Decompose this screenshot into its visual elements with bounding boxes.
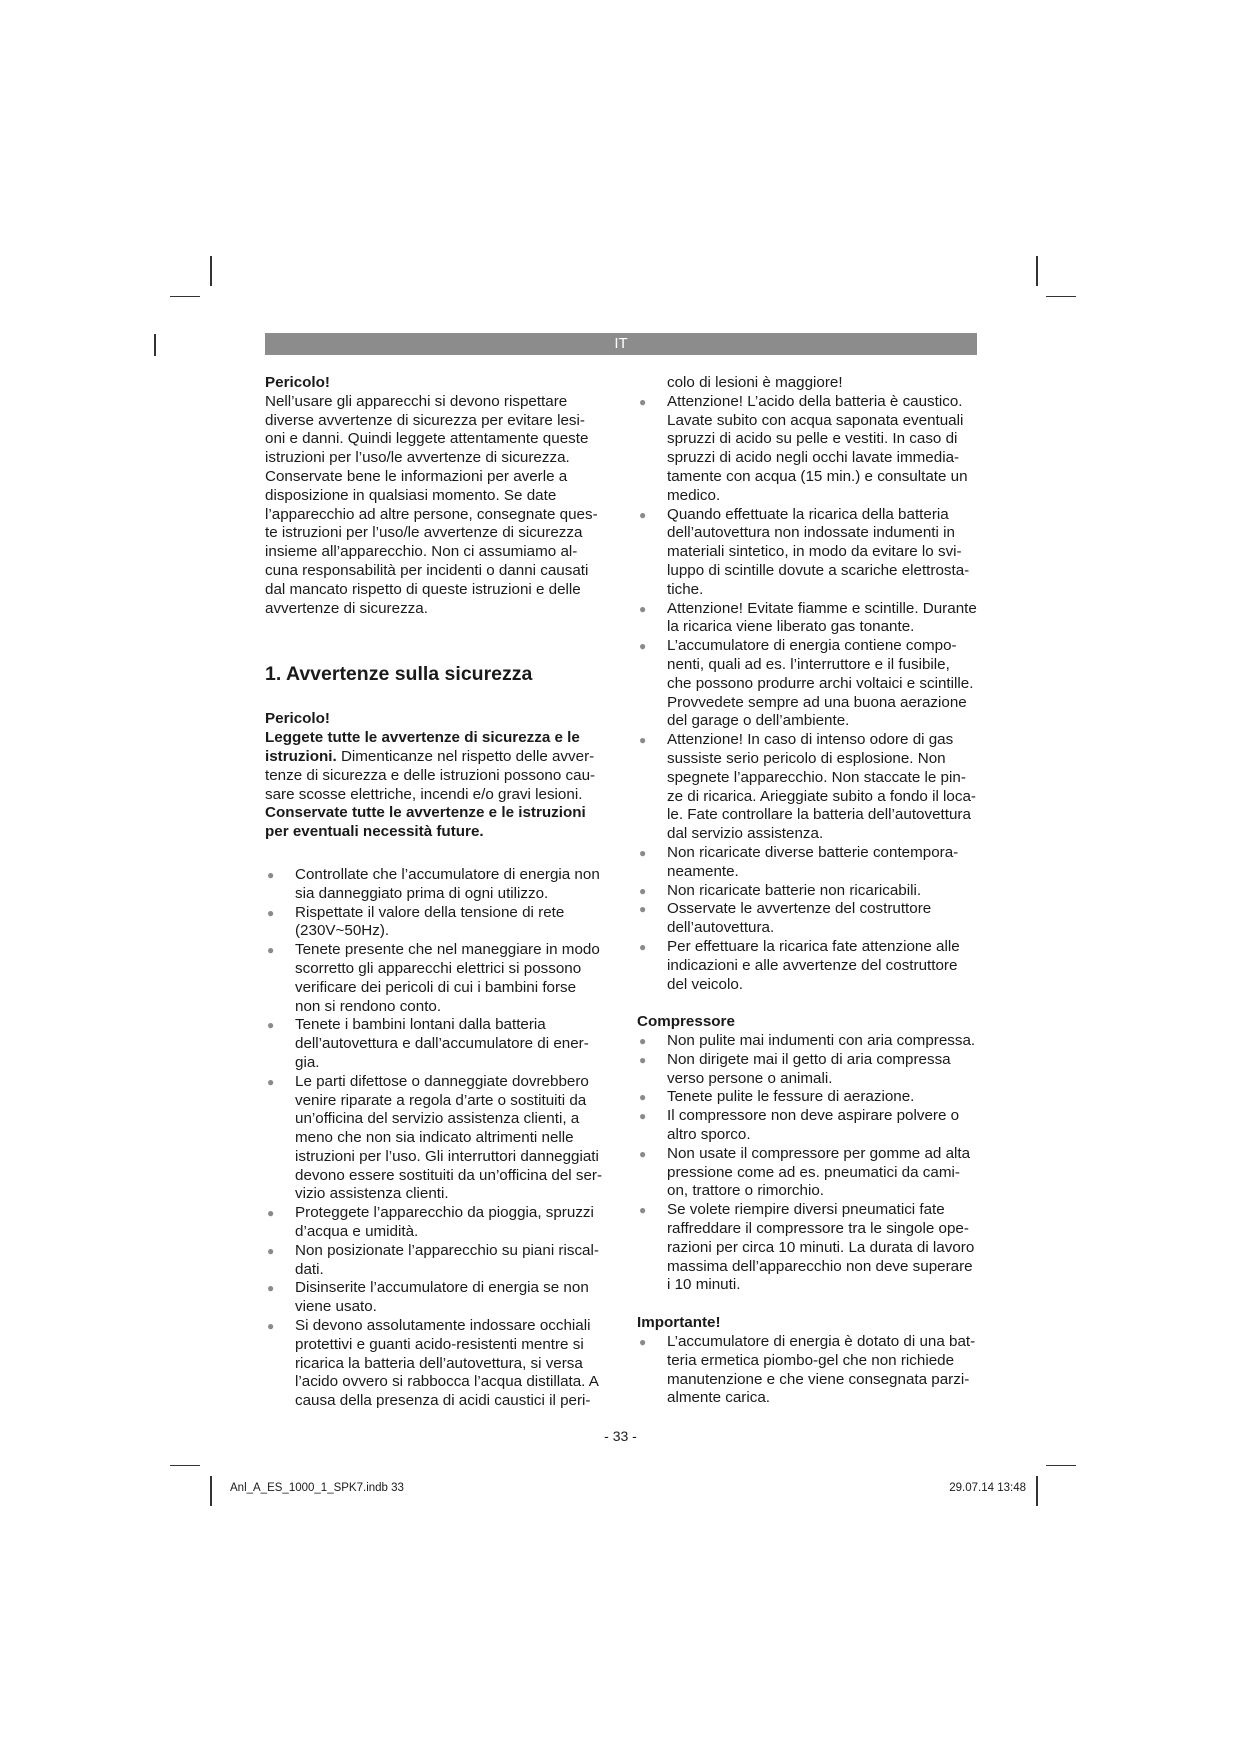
list-item-line: le. Fate controllare la batteria dell’autovettura	[667, 806, 971, 824]
bullet-dot-icon: ●	[639, 1034, 647, 1049]
bullet-dot-icon: ●	[267, 1074, 275, 1089]
list-item	[637, 1201, 989, 1295]
list-item-line: indicazioni e alle avvertenze del costruttore	[667, 956, 958, 974]
list-item	[637, 882, 989, 901]
warning-mixed-line	[265, 748, 615, 767]
list-item-line: la ricarica viene liberato gas tonante.	[667, 618, 915, 636]
intro-line: Nell’usare gli apparecchi si devono rispettare	[265, 392, 568, 410]
spacer	[265, 842, 615, 866]
list-item-line: tamente con acqua (15 min.) e consultate un	[667, 467, 968, 485]
list-item-line: del veicolo.	[667, 975, 743, 993]
list-item-line: dell’autovettura.	[667, 919, 775, 937]
warning-bold-word: istruzioni.	[265, 747, 337, 765]
list-item-line: materiali sintetico, in modo da evitare lo svi-	[667, 543, 962, 561]
bullet-dot-icon: ●	[639, 1109, 647, 1124]
list-item	[265, 904, 615, 942]
list-item-line: non si rendono conto.	[295, 997, 442, 1015]
bullet-dot-icon: ●	[639, 1335, 647, 1350]
list-item-line: spruzzi di acido negli occhi lavate immedia-	[667, 449, 960, 467]
bullet-dot-icon: ●	[639, 1090, 647, 1105]
bullet-dot-icon: ●	[267, 1281, 275, 1296]
crop-mark-bottom-left-vertical	[210, 1476, 212, 1506]
bullet-dot-icon: ●	[639, 939, 647, 954]
list-item-line: Provvedete sempre ad una buona aerazione	[667, 693, 967, 711]
battery-bullet-list	[637, 393, 989, 995]
intro-line: dal mancato rispetto di queste istruzioni e delle	[265, 580, 581, 598]
list-item-line: protettivi e guanti acido-resistenti mentre si	[295, 1335, 584, 1353]
warning-paragraph	[265, 729, 615, 842]
intro-line: l’apparecchio ad altre persone, consegnate ques-	[265, 505, 598, 523]
list-item-line: almente carica.	[667, 1389, 770, 1407]
crop-mark-top-right-vertical	[1036, 256, 1038, 286]
crop-mark-top-right-horizontal	[1046, 296, 1076, 297]
bullet-dot-icon: ●	[267, 1206, 275, 1221]
list-item	[265, 1073, 615, 1205]
intro-line: diverse avvertenze di sicurezza per evitare lesi-	[265, 411, 585, 429]
crop-mark-top-left-vertical	[210, 256, 212, 286]
list-item-line: manutenzione e che viene consegnata parzi-	[667, 1370, 970, 1388]
list-item-line: causa della presenza di acidi caustici il peri-	[295, 1392, 591, 1410]
bullet-dot-icon: ●	[639, 1052, 647, 1067]
list-item-line: Tenete pulite le fessure di aerazione.	[667, 1088, 915, 1106]
list-item-line: on, trattore o rimorchio.	[667, 1182, 824, 1200]
bullet-dot-icon: ●	[267, 1018, 275, 1033]
continuation-line: colo di lesioni è maggiore!	[667, 374, 843, 391]
bullet-dot-icon: ●	[267, 1243, 275, 1258]
list-item-line: L’accumulatore di energia contiene compo-	[667, 637, 957, 655]
list-item	[637, 1145, 989, 1201]
list-item-line: Non pulite mai indumenti con aria compressa.	[667, 1032, 976, 1050]
list-item-line: L’accumulatore di energia è dotato di una bat-	[667, 1333, 976, 1351]
list-item-line: Disinserite l’accumulatore di energia se non	[295, 1279, 589, 1297]
list-item	[265, 1204, 615, 1242]
list-item	[265, 1242, 615, 1280]
list-item	[637, 1032, 989, 1051]
list-item	[637, 637, 989, 731]
intro-heading: Pericolo!	[265, 374, 330, 391]
intro-line: te istruzioni per l’uso/le avvertenze di sicurezza	[265, 524, 583, 542]
list-item-line: nenti, quali ad es. l’interruttore e il fusibile,	[667, 655, 950, 673]
intro-line: Conservate bene le informazioni per averle a	[265, 467, 568, 485]
list-item-line: un’officina del servizio assistenza clienti, a	[295, 1110, 580, 1128]
warning-line: sare scosse elettriche, incendi e/o gravi lesioni.	[265, 785, 583, 803]
list-item-line: altro sporco.	[667, 1126, 751, 1144]
list-item-line: luppo di scintille dovute a scariche elettrosta-	[667, 561, 970, 579]
bullet-dot-icon: ●	[639, 845, 647, 860]
list-item-line: razioni per circa 10 minuti. La durata di lavoro	[667, 1238, 975, 1256]
list-item-line: dell’autovettura e dall’accumulatore di ener-	[295, 1035, 589, 1053]
language-code: IT	[614, 335, 628, 352]
bullet-dot-icon: ●	[639, 902, 647, 917]
list-item	[265, 1279, 615, 1317]
compressor-heading: Compressore	[637, 1013, 735, 1031]
warning-text: Dimenticanze nel rispetto delle avver-	[336, 747, 595, 765]
bullet-dot-icon: ●	[639, 733, 647, 748]
list-item-line: massima dell’apparecchio non deve superare	[667, 1257, 973, 1275]
list-item-line: Lavate subito con acqua saponata eventuali	[667, 411, 964, 429]
list-item-line: ze di ricarica. Arieggiate subito a fondo il loca-	[667, 787, 976, 805]
right-column	[637, 374, 989, 1408]
list-item-line: spegnete l’apparecchio. Non staccate le pin-	[667, 768, 966, 786]
list-item	[637, 393, 989, 506]
crop-mark-left-side	[154, 334, 156, 356]
list-item-line: Tenete i bambini lontani dalla batteria	[295, 1016, 546, 1034]
bullet-dot-icon: ●	[267, 905, 275, 920]
list-item	[637, 506, 989, 600]
bullet-dot-icon: ●	[639, 601, 647, 616]
list-item-line: istruzioni per l’uso. Gli interruttori danneggiati	[295, 1147, 599, 1165]
section-title: 1. Avvertenze sulla sicurezza	[265, 663, 533, 686]
list-item-line: vizio assistenza clienti.	[295, 1185, 449, 1203]
list-item	[637, 844, 989, 882]
list-item-line: Attenzione! In caso di intenso odore di gas	[667, 731, 954, 749]
important-heading: Importante!	[637, 1314, 721, 1332]
list-item-line: Tenete presente che nel maneggiare in modo	[295, 941, 600, 959]
list-item-line: Quando effettuate la ricarica della batteria	[667, 505, 949, 523]
list-item-line: dati.	[295, 1260, 324, 1278]
page-number: - 33 -	[604, 1428, 637, 1444]
intro-line: insieme all’apparecchio. Non ci assumiamo al-	[265, 543, 578, 561]
warning-bold-line: per eventuali necessità future.	[265, 823, 484, 841]
crop-mark-bottom-right-horizontal	[1046, 1465, 1076, 1466]
list-item-line: gia.	[295, 1053, 320, 1071]
list-item-line: tiche.	[667, 580, 704, 598]
list-item-line: devono essere sostituiti da un’officina del ser-	[295, 1166, 603, 1184]
warning-heading: Pericolo!	[265, 710, 330, 728]
bullet-dot-icon: ●	[639, 394, 647, 409]
crop-mark-top-left-horizontal	[170, 296, 200, 297]
list-item-line: Non ricaricate batterie non ricaricabili.	[667, 881, 922, 899]
list-item	[637, 900, 989, 938]
list-item-line: medico.	[667, 486, 721, 504]
list-item-line: viene usato.	[295, 1298, 377, 1316]
warning-bold-line: Conservate tutte le avvertenze e le istruzioni	[265, 804, 586, 822]
list-item-line: dell’autovettura non indossate indumenti in	[667, 524, 955, 542]
bullet-dot-icon: ●	[639, 883, 647, 898]
list-item-line: i 10 minuti.	[667, 1276, 741, 1294]
list-item	[265, 866, 615, 904]
list-item-line: l’acido ovvero si rabbocca l’acqua distillata. A	[295, 1373, 599, 1391]
list-item	[637, 1088, 989, 1107]
list-item-line: Per effettuare la ricarica fate attenzione alle	[667, 937, 960, 955]
list-item-line: Attenzione! Evitate fiamme e scintille. Durante	[667, 599, 977, 617]
list-item	[637, 731, 989, 844]
list-item-line: Proteggete l’apparecchio da pioggia, spruzzi	[295, 1204, 594, 1222]
list-item-line: teria ermetica piombo-gel che non richiede	[667, 1351, 955, 1369]
language-header-bar	[265, 333, 977, 355]
intro-line: cuna responsabilità per incidenti o danni causati	[265, 561, 589, 579]
bullet-dot-icon: ●	[639, 639, 647, 654]
crop-mark-bottom-right-vertical	[1036, 1476, 1038, 1506]
compressor-bullet-list	[637, 1032, 989, 1295]
list-item-line: ricarica la batteria dell’autovettura, si versa	[295, 1354, 583, 1372]
list-item-line: Non usate il compressore per gomme ad alta	[667, 1144, 971, 1162]
list-item-line: venire riparate a regola d’arte o sostituiti da	[295, 1091, 587, 1109]
list-item-line: sia danneggiato prima di ogni utilizzo.	[295, 884, 549, 902]
list-item	[637, 1107, 989, 1145]
intro-line: avvertenze di sicurezza.	[265, 599, 428, 617]
list-item-line: Il compressore non deve aspirare polvere o	[667, 1107, 960, 1125]
list-item-line: Le parti difettose o danneggiate dovrebbero	[295, 1072, 589, 1090]
list-item-line: meno che non sia indicato altrimenti nelle	[295, 1129, 574, 1147]
list-item-line: pressione come ad es. pneumatici da cami-	[667, 1163, 960, 1181]
list-item	[637, 938, 989, 994]
important-bullet-list	[637, 1333, 989, 1408]
intro-line: oni e danni. Quindi leggete attentamente queste	[265, 430, 589, 448]
list-item	[637, 1333, 989, 1408]
list-item-line: dal servizio assistenza.	[667, 825, 824, 843]
list-item-line: Si devono assolutamente indossare occhiali	[295, 1317, 591, 1335]
list-item	[637, 1051, 989, 1089]
list-item-line: Non ricaricate diverse batterie contempora-	[667, 843, 959, 861]
bullet-dot-icon: ●	[267, 1319, 275, 1334]
list-item-line: raffreddare il compressore tra le singole ope-	[667, 1220, 969, 1238]
left-column	[265, 374, 615, 1411]
list-item-line: sussiste serio pericolo di esplosione. Non	[667, 749, 946, 767]
list-item-line: Se volete riempire diversi pneumatici fate	[667, 1201, 945, 1219]
list-item-line: Rispettate il valore della tensione di rete	[295, 903, 565, 921]
list-item-line: Osservate le avvertenze del costruttore	[667, 900, 932, 918]
list-item-line: Non dirigete mai il getto di aria compressa	[667, 1050, 951, 1068]
safety-bullet-list	[265, 866, 615, 1411]
list-item	[637, 600, 989, 638]
list-item-line: Non posizionate l’apparecchio su piani riscal-	[295, 1241, 599, 1259]
list-item	[265, 1016, 615, 1072]
intro-line: disposizione in qualsiasi momento. Se date	[265, 486, 557, 504]
list-item-line: verso persone o animali.	[667, 1069, 833, 1087]
spacer	[637, 994, 989, 1013]
footer-file-name: Anl_A_ES_1000_1_SPK7.indb 33	[230, 1482, 404, 1494]
list-item-line: spruzzi di acido su pelle e vestiti. In caso di	[667, 430, 958, 448]
list-item-line: che possono produrre archi voltaici e scintille.	[667, 674, 974, 692]
bullet-dot-icon: ●	[639, 1146, 647, 1161]
warning-line: tenze di sicurezza e delle istruzioni possono cau-	[265, 766, 596, 784]
list-item-line: (230V~50Hz).	[295, 922, 390, 940]
list-item	[265, 941, 615, 1016]
footer-date-time: 29.07.14 13:48	[949, 1482, 1026, 1494]
crop-mark-bottom-left-horizontal	[170, 1465, 200, 1466]
warning-bold-line: Leggete tutte le avvertenze di sicurezza e le	[265, 729, 580, 747]
list-item-line: Attenzione! L’acido della batteria è caustico.	[667, 392, 963, 410]
list-item-line: verificare dei pericoli di cui i bambini forse	[295, 978, 577, 996]
list-item	[265, 1317, 615, 1411]
bullet-dot-icon: ●	[639, 1203, 647, 1218]
intro-paragraph	[265, 393, 615, 619]
list-item-line: scorretto gli apparecchi elettrici si possono	[295, 959, 582, 977]
bullet-dot-icon: ●	[267, 867, 275, 882]
list-item-line: del garage o dell’ambiente.	[667, 712, 850, 730]
list-item-line: d’acqua e umidità.	[295, 1223, 419, 1241]
bullet-dot-icon: ●	[639, 507, 647, 522]
list-item-line: Controllate che l’accumulatore di energia non	[295, 865, 600, 883]
list-item-line: neamente.	[667, 862, 739, 880]
intro-line: istruzioni per l’uso/le avvertenze di sicurezza.	[265, 449, 570, 467]
bullet-dot-icon: ●	[267, 943, 275, 958]
spacer	[637, 1295, 989, 1314]
